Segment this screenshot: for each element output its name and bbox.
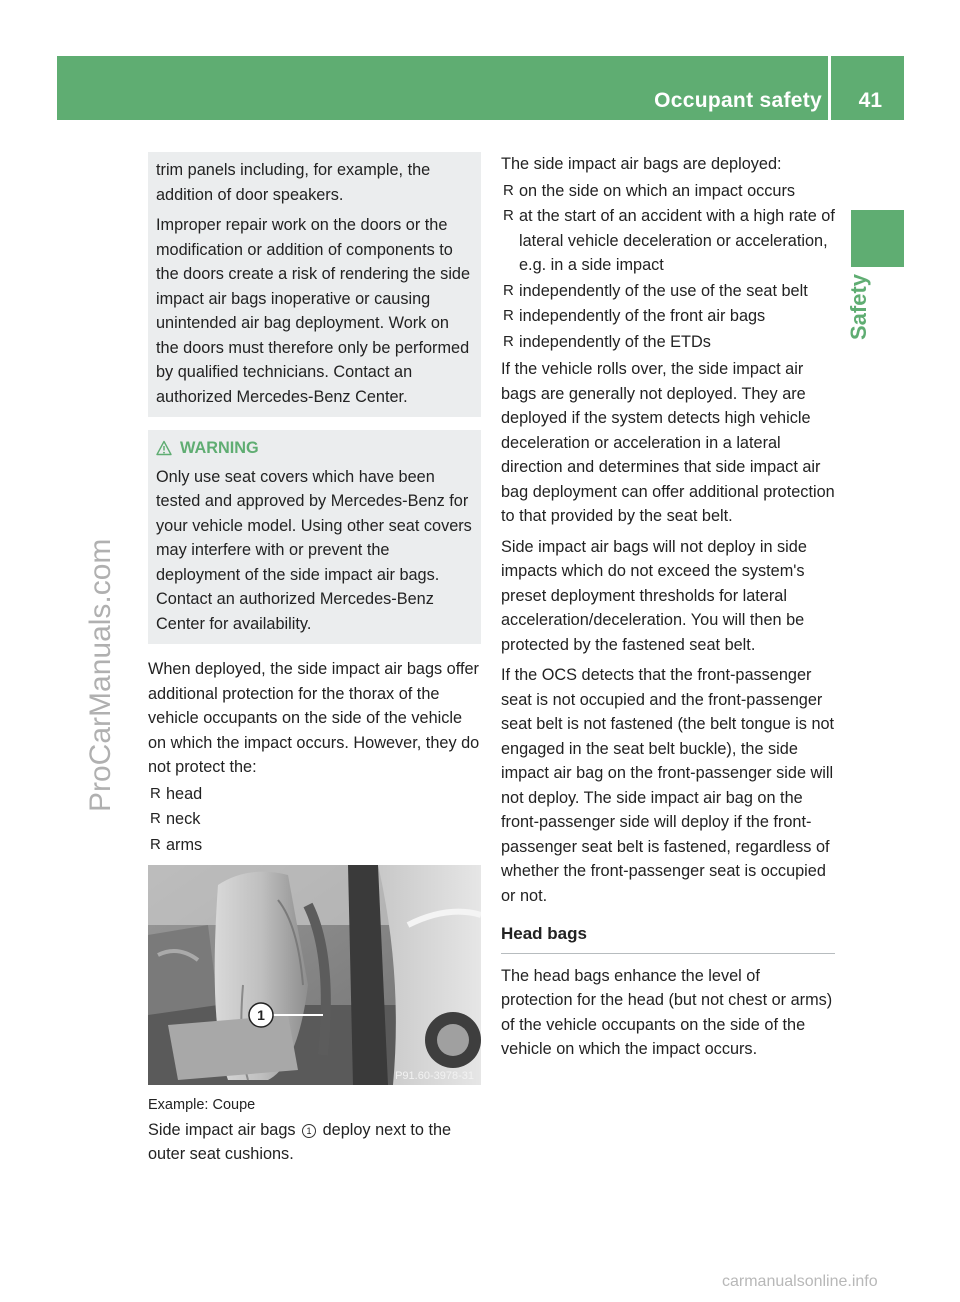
- unprotected-list: [148, 782, 481, 858]
- intro-paragraph: When deployed, the side impact air bags offer additional protection for the thorax of the vehicle occupants on the side of the vehicle on which the impact occurs. However, they do not protect the:: [148, 660, 480, 776]
- list-item: R head: [148, 782, 481, 807]
- warning-box: [148, 430, 481, 644]
- watermark: ProCarManuals.com: [84, 538, 117, 812]
- list-item: R neck: [148, 807, 481, 832]
- figure-caption: Example: Coupe: [148, 1097, 256, 1113]
- description-suffix: deploy next to the outer seat cushions.: [148, 1120, 452, 1163]
- list-item: R on the side on which an impact occurs: [501, 179, 835, 204]
- warning-heading-text: WARNING: [180, 439, 259, 457]
- figure-code: P91.60-3978-31: [395, 1070, 474, 1082]
- footer-url: carmanualsonline.info: [722, 1273, 878, 1290]
- section-heading: Head bags: [501, 922, 835, 954]
- seat-illustration: [148, 865, 481, 1085]
- info-paragraph: trim panels including, for example, the addition of door speakers.: [156, 161, 431, 204]
- ocs-paragraph: If the OCS detects that the front-passenger seat is not occupied and the front-passenger seat belt is not fastened (the belt tongue is not engaged in the seat belt buckle), the side impact air bag on the front-passenger side will not deploy. The side impact air bag on the front-passenger side will deploy if the front-passenger seat belt is fastened, regardless of whether the front-passenger seat is occupied or not.: [501, 666, 835, 905]
- header-title: Occupant safety: [654, 89, 822, 112]
- seat-photo: [148, 865, 481, 1085]
- page-header: [57, 56, 904, 120]
- header-separator: [828, 56, 831, 120]
- callout-reference-icon: 1: [302, 1124, 316, 1138]
- callout-number: 1: [257, 1007, 265, 1023]
- list-item: R independently of the use of the seat belt: [501, 279, 835, 304]
- left-column: [148, 152, 481, 1167]
- head-bags-paragraph: The head bags enhance the level of protection for the head (but not chest or arms) of the vehicle occupants on the side of the vehicle on which the impact occurs.: [501, 966, 833, 1058]
- list-item: R arms: [148, 833, 481, 858]
- section-tab-label: Safety: [846, 273, 871, 340]
- threshold-paragraph: Side impact air bags will not deploy in side impacts which do not exceed the system's preset deployment thresholds for lateral acceleration/deceleration. You will then be protected by the fastened seat belt.: [501, 537, 807, 654]
- section-tab: [851, 210, 904, 267]
- deployment-intro: The side impact air bags are deployed:: [501, 155, 782, 173]
- rollover-paragraph: If the vehicle rolls over, the side impact air bags are generally not deployed. They are deployed if the system detects high vehicle deceleration or acceleration in a lateral direction and determines that side impact air bag deployment can offer additional protection to that provided by the seat belt.: [501, 360, 835, 525]
- warning-heading: [156, 436, 473, 461]
- list-item: R independently of the front air bags: [501, 304, 835, 329]
- info-box: [148, 152, 481, 417]
- info-paragraph: Improper repair work on the doors or the modification or addition of components to the doors create a risk of rendering the side impact air bags inoperative or causing unintended air bag deployment. Work on the doors must therefore only be performed by qualified technicians. Contact an authorized Mercedes-Benz Center.: [156, 216, 471, 406]
- deployment-conditions-list: [501, 179, 835, 355]
- warning-triangle-icon: [156, 440, 172, 456]
- warning-text: Only use seat covers which have been tested and approved by Mercedes-Benz for your vehicle model. Using other seat covers may interfere with or prevent the deployment of the side impact air bags. Contact an authorized Mercedes-Benz Center for availability.: [156, 467, 472, 633]
- description-prefix: Side impact air bags: [148, 1120, 296, 1139]
- page-number: 41: [858, 89, 882, 112]
- list-item: R independently of the ETDs: [501, 330, 835, 355]
- figure-description: [148, 1118, 481, 1167]
- right-column: [501, 152, 835, 1062]
- list-item: R at the start of an accident with a high rate of lateral vehicle deceleration or acceleration, e.g. in a side impact: [501, 204, 835, 278]
